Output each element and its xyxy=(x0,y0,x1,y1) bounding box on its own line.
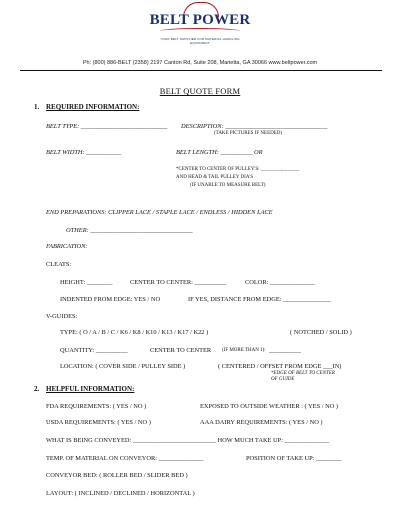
v-guide-type-options[interactable]: TYPE: ( O / A / B / C / K6 / K8 / K10 / K13 / K17 / K22 ) xyxy=(60,329,209,336)
unable-measure-note: (IF UNABLE TO MEASURE BELT) xyxy=(190,183,266,188)
logo-swoosh xyxy=(160,28,240,34)
outside-weather-options[interactable]: EXPOSED TO OUTSIDE WEATHER : ( YES / NO ) xyxy=(200,403,339,410)
cleat-center-field[interactable]: CENTER TO CENTER: __________ xyxy=(130,279,227,286)
edge-to-guide-note: *EDGE OF BELT TO CENTER xyxy=(271,371,335,376)
logo-name: BELT POWER xyxy=(149,12,251,28)
conveyor-bed-options[interactable]: CONVEYOR BED: ( ROLLER BED / SLIDER BED ) xyxy=(46,472,188,479)
usda-requirements-options[interactable]: USDA REQUIREMENTS: ( YES / NO ) xyxy=(46,419,151,426)
cleat-color-field[interactable]: COLOR: ______________ xyxy=(245,279,315,286)
form-title: BELT QUOTE FORM xyxy=(159,86,241,96)
take-up-position-field[interactable]: POSITION OF TAKE UP: ________ xyxy=(246,455,342,462)
v-guides-label: V-GUIDES: xyxy=(46,313,78,320)
other-field[interactable]: OTHER: ________________________________ xyxy=(66,227,193,234)
v-guide-center-label: CENTER TO CENTER xyxy=(150,347,212,354)
v-guide-location-options[interactable]: LOCATION: ( COVER SIDE / PULLEY SIDE ) xyxy=(60,363,186,370)
layout-options[interactable]: LAYOUT: ( INCLINED / DECLINED / HORIZONTAL ) xyxy=(46,490,195,497)
header-rule xyxy=(20,70,382,71)
v-guide-notched-options[interactable]: ( NOTCHED / SOLID ) xyxy=(290,329,352,336)
belt-type-field[interactable]: BELT TYPE: ___________________________ xyxy=(46,123,168,130)
section-2-heading: HELPFUL INFORMATION: xyxy=(46,385,135,393)
v-guide-center-note: (IF MORE THAN 1): xyxy=(222,348,266,353)
cleat-height-field[interactable]: HEIGHT: ________ xyxy=(60,279,113,286)
belt-width-field[interactable]: BELT WIDTH: ___________ xyxy=(46,149,122,156)
belt-length-field[interactable]: BELT LENGTH: __________ OR xyxy=(176,149,263,156)
take-pictures-note: (TAKE PICTURES IF NEEDED) xyxy=(214,131,283,136)
section-1-number: 1. xyxy=(34,103,40,111)
center-to-center-field[interactable]: *CENTER TO CENTER OF PULLEY'S: ________,_______ xyxy=(176,167,300,172)
section-2-number: 2. xyxy=(34,385,40,393)
fabrication-label: FABRICATION: xyxy=(46,243,88,250)
distance-from-edge-field[interactable]: IF YES, DISTANCE FROM EDGE: _______________ xyxy=(188,296,332,303)
v-guide-quantity-field[interactable]: QUANTITY: __________ xyxy=(60,347,128,354)
conveyed-material-field[interactable]: WHAT IS BEING CONVEYED: __________________________ HOW MUCH TAKE UP: ______________ xyxy=(46,437,330,444)
contact-line: Ph: (800) 886-BELT (2358) 2197 Canton Rd, Suite 208, Marietta, GA 30066 www.beltpower.com xyxy=(82,60,318,66)
logo-tagline: YOUR BELT SUPPLIER FOR MATERIAL HANDLING EQUIPMENT xyxy=(160,37,240,45)
cleats-label: CLEATS: xyxy=(46,261,72,268)
indented-options[interactable]: INDENTED FROM EDGE: YES / NO xyxy=(60,296,161,303)
v-guide-center-field[interactable]: __________ xyxy=(269,347,301,354)
pulley-dia-note: AND HEAD & TAIL PULLEY DIA'S xyxy=(176,175,254,180)
aaa-dairy-options[interactable]: AAA DAIRY REQUIREMENTS: ( YES / NO ) xyxy=(200,419,323,426)
edge-to-guide-note-2: OF GUIDE xyxy=(271,377,295,382)
fda-requirements-options[interactable]: FDA REQUIREMENTS: ( YES / NO ) xyxy=(46,403,147,410)
end-preparations-options[interactable]: END PREPARATIONS: CLIPPER LACE / STAPLE LACE / ENDLESS / HIDDEN LACE xyxy=(46,209,273,216)
section-1-heading: REQUIRED INFORMATION: xyxy=(46,103,140,111)
v-guide-centered-options[interactable]: ( CENTERED / OFFSET FROM EDGE ___IN) xyxy=(218,363,342,370)
description-field[interactable]: DESCRIPTION: ________________________________ xyxy=(181,123,328,130)
material-temp-field[interactable]: TEMP. OF MATERIAL ON CONVEYOR: ______________ xyxy=(46,455,204,462)
